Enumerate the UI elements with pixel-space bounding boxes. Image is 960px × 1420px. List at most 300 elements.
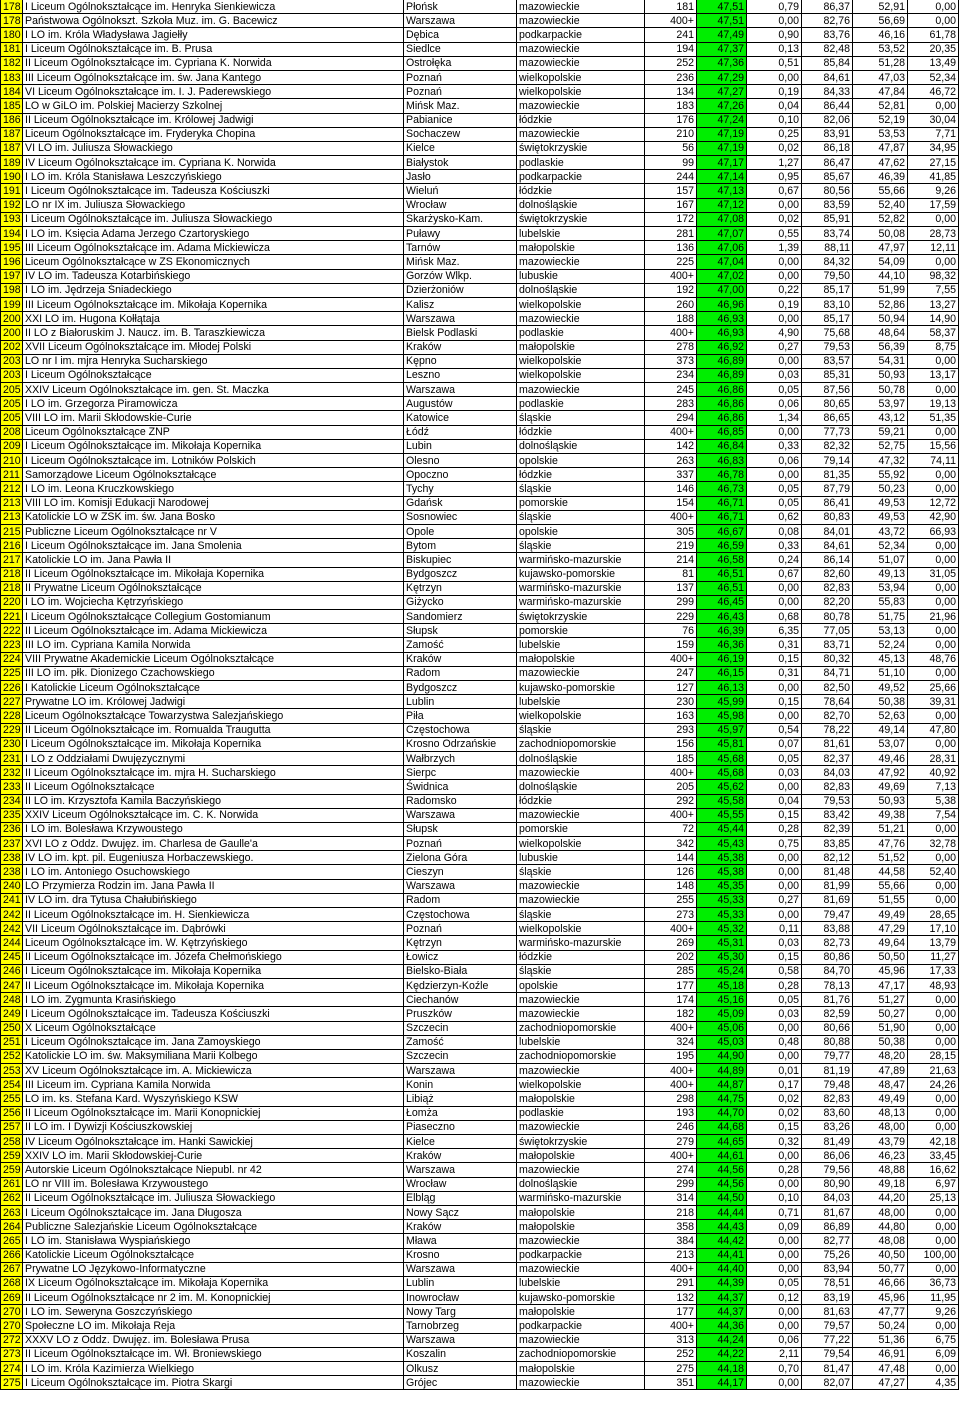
school-name-cell: Prywatne LO Językowo-Informatyczne [23, 1262, 404, 1276]
school-name-cell: II Liceum Ogólnokształcące nr 2 im. M. Konopnickiej [23, 1291, 404, 1305]
city-cell: Bydgoszcz [404, 681, 517, 695]
city-cell: Sandomierz [404, 610, 517, 624]
percent-cell-3: 15,56 [908, 439, 959, 453]
city-cell: Wrocław [404, 198, 517, 212]
value-cell: 0,03 [747, 1007, 802, 1021]
value-cell: 1,27 [747, 156, 802, 170]
count-cell: 214 [645, 553, 697, 567]
count-cell: 400+ [645, 14, 697, 28]
score-cell: 46,89 [697, 354, 747, 368]
percent-cell-3: 0,00 [908, 1205, 959, 1219]
school-name-cell: Samorządowe Liceum Ogólnokształcące [23, 468, 404, 482]
voivodeship-cell: śląskie [517, 908, 645, 922]
percent-cell-1: 84,01 [802, 524, 853, 538]
school-name-cell: Społeczne LO im. Mikołaja Reja [23, 1319, 404, 1333]
score-cell: 47,06 [697, 241, 747, 255]
table-row [1, 156, 959, 170]
percent-cell-3: 0,00 [908, 354, 959, 368]
score-cell: 44,56 [697, 1163, 747, 1177]
rank-cell: 232 [1, 766, 23, 780]
rank-cell: 184 [1, 85, 23, 99]
city-cell: Płońsk [404, 0, 517, 14]
value-cell: 0,03 [747, 936, 802, 950]
percent-cell-2: 44,80 [853, 1220, 908, 1234]
table-row [1, 99, 959, 113]
table-row [1, 1149, 959, 1163]
rank-cell: 274 [1, 1362, 23, 1376]
rank-cell: 273 [1, 1347, 23, 1361]
score-cell: 47,19 [697, 141, 747, 155]
rank-cell: 198 [1, 283, 23, 297]
rank-cell: 221 [1, 610, 23, 624]
percent-cell-3: 0,00 [908, 1120, 959, 1134]
score-cell: 46,83 [697, 454, 747, 468]
percent-cell-2: 50,38 [853, 1035, 908, 1049]
school-name-cell: II Prywatne Liceum Ogólnokształcące [23, 581, 404, 595]
table-row [1, 1035, 959, 1049]
percent-cell-2: 55,83 [853, 595, 908, 609]
percent-cell-1: 79,50 [802, 269, 853, 283]
voivodeship-cell: podkarpackie [517, 170, 645, 184]
school-name-cell: I LO im. Antoniego Osuchowskiego [23, 865, 404, 879]
score-cell: 46,71 [697, 496, 747, 510]
percent-cell-2: 50,08 [853, 227, 908, 241]
city-cell: Warszawa [404, 14, 517, 28]
percent-cell-1: 79,56 [802, 1163, 853, 1177]
count-cell: 269 [645, 936, 697, 950]
percent-cell-1: 82,48 [802, 42, 853, 56]
percent-cell-3: 41,85 [908, 170, 959, 184]
value-cell: 0,01 [747, 1064, 802, 1078]
table-row [1, 297, 959, 311]
score-cell: 45,62 [697, 780, 747, 794]
voivodeship-cell: małopolskie [517, 652, 645, 666]
percent-cell-3: 98,32 [908, 269, 959, 283]
rank-cell: 238 [1, 851, 23, 865]
voivodeship-cell: warmińsko-mazurskie [517, 1191, 645, 1205]
voivodeship-cell: wielkopolskie [517, 368, 645, 382]
percent-cell-1: 83,71 [802, 638, 853, 652]
city-cell: Pabianice [404, 113, 517, 127]
voivodeship-cell: łódzkie [517, 425, 645, 439]
school-name-cell: Liceum Ogólnokształcące ZNP [23, 425, 404, 439]
score-cell: 44,24 [697, 1333, 747, 1347]
city-cell: Bielsk Podlaski [404, 326, 517, 340]
value-cell: 4,90 [747, 326, 802, 340]
school-name-cell: I LO im. Jędrzeja Śniadeckiego [23, 283, 404, 297]
count-cell: 400+ [645, 1262, 697, 1276]
percent-cell-1: 88,11 [802, 241, 853, 255]
city-cell: Kielce [404, 141, 517, 155]
percent-cell-3: 6,09 [908, 1347, 959, 1361]
table-row [1, 198, 959, 212]
count-cell: 373 [645, 354, 697, 368]
table-row [1, 85, 959, 99]
rank-cell: 200 [1, 312, 23, 326]
count-cell: 400+ [645, 326, 697, 340]
count-cell: 274 [645, 1163, 697, 1177]
city-cell: Cieszyn [404, 865, 517, 879]
count-cell: 400+ [645, 652, 697, 666]
percent-cell-3: 52,34 [908, 70, 959, 84]
count-cell: 260 [645, 297, 697, 311]
rank-cell: 267 [1, 1262, 23, 1276]
school-name-cell: XV Liceum Ogólnokształcące im. A. Mickiewicza [23, 1064, 404, 1078]
city-cell: Warszawa [404, 808, 517, 822]
count-cell: 127 [645, 681, 697, 695]
voivodeship-cell: łódzkie [517, 468, 645, 482]
percent-cell-3: 7,13 [908, 780, 959, 794]
city-cell: Słupsk [404, 822, 517, 836]
percent-cell-2: 52,86 [853, 297, 908, 311]
city-cell: Ostrołęka [404, 56, 517, 70]
count-cell: 157 [645, 184, 697, 198]
percent-cell-2: 48,64 [853, 326, 908, 340]
percent-cell-2: 46,16 [853, 28, 908, 42]
percent-cell-2: 47,27 [853, 1376, 908, 1390]
voivodeship-cell: podlaskie [517, 326, 645, 340]
count-cell: 241 [645, 28, 697, 42]
count-cell: 72 [645, 822, 697, 836]
rank-cell: 227 [1, 695, 23, 709]
voivodeship-cell: mazowieckie [517, 1120, 645, 1134]
score-cell: 46,36 [697, 638, 747, 652]
percent-cell-2: 49,69 [853, 780, 908, 794]
score-cell: 45,55 [697, 808, 747, 822]
voivodeship-cell: lubelskie [517, 1276, 645, 1290]
percent-cell-3: 21,96 [908, 610, 959, 624]
score-cell: 44,89 [697, 1064, 747, 1078]
percent-cell-1: 83,94 [802, 1262, 853, 1276]
score-cell: 44,17 [697, 1376, 747, 1390]
rank-cell: 197 [1, 269, 23, 283]
voivodeship-cell: mazowieckie [517, 42, 645, 56]
count-cell: 275 [645, 1362, 697, 1376]
count-cell: 400+ [645, 766, 697, 780]
city-cell: Krosno [404, 1248, 517, 1262]
voivodeship-cell: świętokrzyskie [517, 141, 645, 155]
percent-cell-2: 47,77 [853, 1305, 908, 1319]
value-cell: 0,00 [747, 879, 802, 893]
count-cell: 205 [645, 780, 697, 794]
school-name-cell: IV LO im. kpt. pil. Eugeniusza Horbaczewskiego. [23, 851, 404, 865]
school-name-cell: VI LO im. Juliusza Słowackiego [23, 141, 404, 155]
value-cell: 0,33 [747, 539, 802, 553]
voivodeship-cell: małopolskie [517, 1362, 645, 1376]
percent-cell-3: 12,11 [908, 241, 959, 255]
rank-cell: 247 [1, 978, 23, 992]
score-cell: 47,26 [697, 99, 747, 113]
table-row [1, 978, 959, 992]
rank-cell: 220 [1, 595, 23, 609]
value-cell: 0,15 [747, 695, 802, 709]
voivodeship-cell: mazowieckie [517, 1333, 645, 1347]
percent-cell-3: 0,00 [908, 553, 959, 567]
table-row [1, 1007, 959, 1021]
rank-cell: 257 [1, 1120, 23, 1134]
table-row [1, 468, 959, 482]
percent-cell-3: 17,10 [908, 922, 959, 936]
percent-cell-3: 0,00 [908, 383, 959, 397]
percent-cell-1: 81,67 [802, 1205, 853, 1219]
value-cell: 0,54 [747, 723, 802, 737]
percent-cell-2: 44,58 [853, 865, 908, 879]
percent-cell-1: 82,20 [802, 595, 853, 609]
percent-cell-3: 32,78 [908, 837, 959, 851]
value-cell: 0,00 [747, 14, 802, 28]
rank-cell: 211 [1, 468, 23, 482]
percent-cell-1: 83,57 [802, 354, 853, 368]
value-cell: 0,03 [747, 766, 802, 780]
percent-cell-1: 87,79 [802, 482, 853, 496]
percent-cell-3: 48,93 [908, 978, 959, 992]
table-row [1, 227, 959, 241]
school-name-cell: IV LO im. Tadeusza Kotarbińskiego [23, 269, 404, 283]
percent-cell-2: 51,52 [853, 851, 908, 865]
table-row [1, 127, 959, 141]
school-name-cell: XXXV LO z Oddz. Dwujęz. im. Bolesława Prusa [23, 1333, 404, 1347]
percent-cell-1: 85,17 [802, 312, 853, 326]
table-row [1, 1362, 959, 1376]
score-cell: 46,13 [697, 681, 747, 695]
percent-cell-1: 81,48 [802, 865, 853, 879]
school-name-cell: I Liceum Ogólnokształcące im. Juliusza Słowackiego [23, 212, 404, 226]
percent-cell-1: 84,70 [802, 964, 853, 978]
percent-cell-2: 50,93 [853, 368, 908, 382]
school-name-cell: IX Liceum Ogólnokształcące im. Mikołaja Kopernika [23, 1276, 404, 1290]
percent-cell-2: 59,21 [853, 425, 908, 439]
rank-cell: 259 [1, 1163, 23, 1177]
percent-cell-2: 51,99 [853, 283, 908, 297]
count-cell: 172 [645, 212, 697, 226]
rank-cell: 233 [1, 780, 23, 794]
percent-cell-2: 45,96 [853, 1291, 908, 1305]
rank-cell: 251 [1, 1035, 23, 1049]
rank-cell: 253 [1, 1064, 23, 1078]
percent-cell-1: 82,06 [802, 113, 853, 127]
score-cell: 46,86 [697, 397, 747, 411]
score-cell: 45,38 [697, 851, 747, 865]
percent-cell-1: 86,14 [802, 553, 853, 567]
voivodeship-cell: małopolskie [517, 1149, 645, 1163]
percent-cell-3: 5,38 [908, 794, 959, 808]
value-cell: 0,00 [747, 780, 802, 794]
score-cell: 47,04 [697, 255, 747, 269]
percent-cell-1: 78,64 [802, 695, 853, 709]
voivodeship-cell: podlaskie [517, 397, 645, 411]
city-cell: Dębica [404, 28, 517, 42]
count-cell: 230 [645, 695, 697, 709]
percent-cell-2: 49,13 [853, 567, 908, 581]
table-row [1, 439, 959, 453]
percent-cell-2: 55,66 [853, 184, 908, 198]
value-cell: 0,24 [747, 553, 802, 567]
rank-cell: 235 [1, 808, 23, 822]
value-cell: 0,00 [747, 1319, 802, 1333]
score-cell: 47,24 [697, 113, 747, 127]
percent-cell-3: 66,93 [908, 524, 959, 538]
percent-cell-3: 13,49 [908, 56, 959, 70]
percent-cell-2: 45,13 [853, 652, 908, 666]
score-cell: 45,68 [697, 766, 747, 780]
percent-cell-1: 77,05 [802, 624, 853, 638]
table-row [1, 865, 959, 879]
school-name-cell: I Liceum Ogólnokształcące im. Jana Smolenia [23, 539, 404, 553]
rank-cell: 190 [1, 170, 23, 184]
score-cell: 44,68 [697, 1120, 747, 1134]
percent-cell-3: 0,00 [908, 1092, 959, 1106]
city-cell: Radomsko [404, 794, 517, 808]
percent-cell-2: 51,90 [853, 1021, 908, 1035]
percent-cell-2: 51,10 [853, 666, 908, 680]
city-cell: Lublin [404, 695, 517, 709]
percent-cell-3: 28,31 [908, 751, 959, 765]
percent-cell-1: 83,42 [802, 808, 853, 822]
rank-cell: 186 [1, 113, 23, 127]
count-cell: 273 [645, 908, 697, 922]
rank-cell: 255 [1, 1092, 23, 1106]
voivodeship-cell: zachodniopomorskie [517, 1347, 645, 1361]
percent-cell-2: 49,64 [853, 936, 908, 950]
value-cell: 0,09 [747, 1220, 802, 1234]
score-cell: 45,44 [697, 822, 747, 836]
table-row [1, 652, 959, 666]
rank-cell: 216 [1, 539, 23, 553]
percent-cell-2: 52,81 [853, 99, 908, 113]
count-cell: 236 [645, 70, 697, 84]
percent-cell-3: 61,78 [908, 28, 959, 42]
percent-cell-3: 0,00 [908, 638, 959, 652]
rank-cell: 196 [1, 255, 23, 269]
percent-cell-1: 82,32 [802, 439, 853, 453]
value-cell: 0,70 [747, 1362, 802, 1376]
count-cell: 263 [645, 454, 697, 468]
city-cell: Wałbrzych [404, 751, 517, 765]
table-row [1, 1262, 959, 1276]
voivodeship-cell: dolnośląskie [517, 198, 645, 212]
school-name-cell: XXIV LO im. Marii Skłodowskiej-Curie [23, 1149, 404, 1163]
table-row [1, 851, 959, 865]
count-cell: 245 [645, 383, 697, 397]
percent-cell-2: 44,10 [853, 269, 908, 283]
count-cell: 384 [645, 1234, 697, 1248]
table-row [1, 14, 959, 28]
percent-cell-3: 9,26 [908, 184, 959, 198]
value-cell: 0,15 [747, 950, 802, 964]
percent-cell-1: 85,17 [802, 283, 853, 297]
percent-cell-2: 48,00 [853, 1120, 908, 1134]
score-cell: 44,18 [697, 1362, 747, 1376]
school-name-cell: II Liceum Ogólnokształcące im. Wł. Broniewskiego [23, 1347, 404, 1361]
percent-cell-2: 50,93 [853, 794, 908, 808]
percent-cell-1: 83,76 [802, 28, 853, 42]
percent-cell-2: 53,13 [853, 624, 908, 638]
percent-cell-3: 0,00 [908, 624, 959, 638]
city-cell: Zamość [404, 1035, 517, 1049]
city-cell: Krosno Odrzańskie [404, 737, 517, 751]
voivodeship-cell: świętokrzyskie [517, 610, 645, 624]
percent-cell-1: 81,61 [802, 737, 853, 751]
value-cell: 0,27 [747, 893, 802, 907]
table-row [1, 368, 959, 382]
score-cell: 45,68 [697, 751, 747, 765]
count-cell: 146 [645, 482, 697, 496]
rank-cell: 210 [1, 454, 23, 468]
table-row [1, 837, 959, 851]
percent-cell-3: 7,55 [908, 283, 959, 297]
score-cell: 47,02 [697, 269, 747, 283]
rank-cell: 178 [1, 0, 23, 14]
percent-cell-1: 80,83 [802, 510, 853, 524]
percent-cell-3: 34,95 [908, 141, 959, 155]
rank-cell: 209 [1, 439, 23, 453]
school-name-cell: I Liceum Ogólnokształcące im. Jana Długosza [23, 1205, 404, 1219]
value-cell: 0,00 [747, 425, 802, 439]
percent-cell-3: 6,97 [908, 1177, 959, 1191]
school-name-cell: I Liceum Ogólnokształcące im. Mikołaja Kopernika [23, 964, 404, 978]
voivodeship-cell: wielkopolskie [517, 837, 645, 851]
value-cell: 0,11 [747, 922, 802, 936]
percent-cell-1: 82,39 [802, 822, 853, 836]
percent-cell-2: 43,12 [853, 411, 908, 425]
table-row [1, 1191, 959, 1205]
voivodeship-cell: mazowieckie [517, 766, 645, 780]
value-cell: 0,00 [747, 1305, 802, 1319]
count-cell: 400+ [645, 922, 697, 936]
table-row [1, 695, 959, 709]
city-cell: Warszawa [404, 879, 517, 893]
rank-cell: 270 [1, 1319, 23, 1333]
school-name-cell: II LO z Białoruskim J. Naucz. im. B. Taraszkiewicza [23, 326, 404, 340]
city-cell: Opole [404, 524, 517, 538]
percent-cell-2: 49,49 [853, 908, 908, 922]
percent-cell-1: 75,68 [802, 326, 853, 340]
count-cell: 400+ [645, 1319, 697, 1333]
city-cell: Biskupiec [404, 553, 517, 567]
city-cell: Wieluń [404, 184, 517, 198]
table-row [1, 1120, 959, 1134]
percent-cell-1: 80,32 [802, 652, 853, 666]
count-cell: 132 [645, 1291, 697, 1305]
school-name-cell: I LO im. Króla Kazimierza Wielkiego [23, 1362, 404, 1376]
percent-cell-2: 48,47 [853, 1078, 908, 1092]
score-cell: 46,59 [697, 539, 747, 553]
city-cell: Warszawa [404, 1262, 517, 1276]
school-name-cell: XVI LO z Oddz. Dwujęz. im. Charlesa de Gaulle'a [23, 837, 404, 851]
school-name-cell: Katolickie LO im. św. Maksymiliana Marii Kolbego [23, 1049, 404, 1063]
percent-cell-2: 51,36 [853, 1333, 908, 1347]
percent-cell-3: 21,63 [908, 1064, 959, 1078]
table-row [1, 553, 959, 567]
percent-cell-3: 100,00 [908, 1248, 959, 1262]
count-cell: 202 [645, 950, 697, 964]
score-cell: 44,39 [697, 1276, 747, 1290]
table-row [1, 454, 959, 468]
voivodeship-cell: lubuskie [517, 851, 645, 865]
score-cell: 47,51 [697, 14, 747, 28]
rank-cell: 231 [1, 751, 23, 765]
score-cell: 45,33 [697, 893, 747, 907]
table-row [1, 610, 959, 624]
voivodeship-cell: opolskie [517, 524, 645, 538]
percent-cell-1: 85,31 [802, 368, 853, 382]
city-cell: Białystok [404, 156, 517, 170]
value-cell: 0,04 [747, 794, 802, 808]
school-name-cell: XXI LO im. Hugona Kołłątaja [23, 312, 404, 326]
percent-cell-1: 81,47 [802, 1362, 853, 1376]
rank-cell: 202 [1, 340, 23, 354]
table-row [1, 751, 959, 765]
